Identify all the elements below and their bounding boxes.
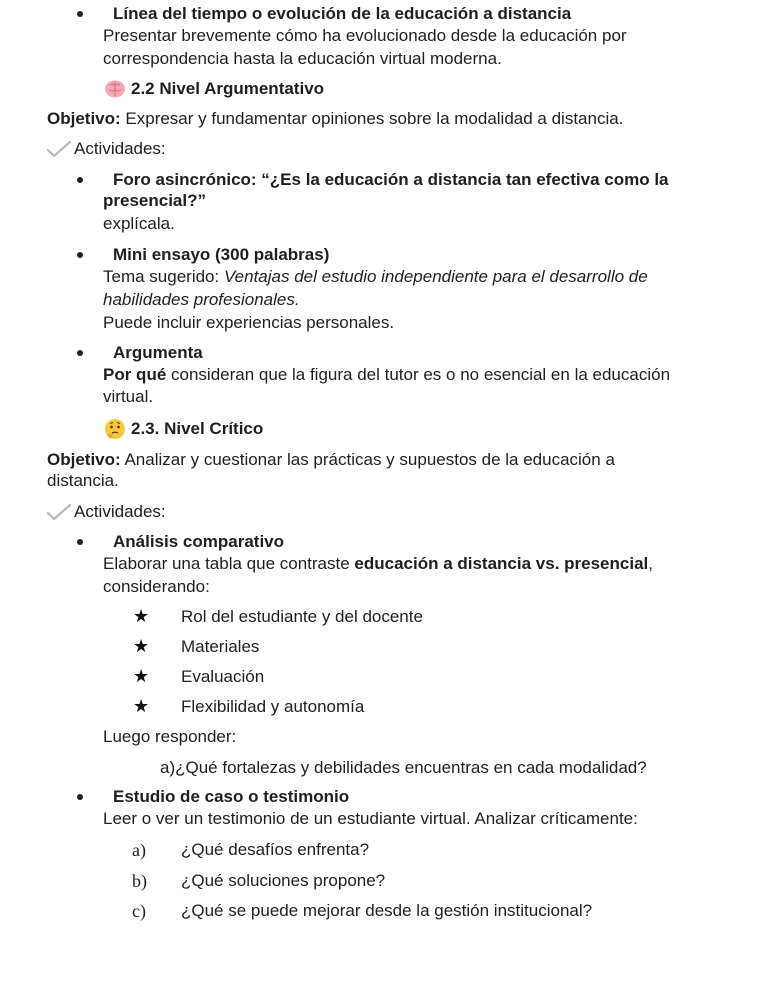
argue-bold: Por qué <box>103 365 167 384</box>
criteria-item: Rol del estudiante y del docente <box>181 607 423 626</box>
timeline-title: Línea del tiempo o evolución de la educación a distancia <box>113 4 572 23</box>
bullet-icon <box>77 177 83 183</box>
bullet-icon <box>77 794 83 800</box>
forum-desc: explícala. <box>103 214 175 233</box>
forum-title-line-2: presencial?” <box>103 191 206 210</box>
essay-title: Mini ensayo (300 palabras) <box>113 245 330 264</box>
argue-text-line-2: virtual. <box>103 387 154 406</box>
case-question: ¿Qué soluciones propone? <box>181 871 386 890</box>
thinking-face-icon <box>104 418 126 440</box>
level3-objective-line-1 <box>47 449 615 471</box>
comparative-question: a)¿Qué fortalezas y debilidades encuentras en cada modalidad? <box>160 758 647 777</box>
case-title: Estudio de caso o testimonio <box>113 787 350 806</box>
comparative-text: Elaborar una tabla que contraste <box>103 554 355 573</box>
criteria-item: Evaluación <box>181 667 265 686</box>
comparative-bold: educación a distancia vs. presencial <box>354 554 649 573</box>
essay-topic-line-1 <box>103 266 648 288</box>
star-icon: ★ <box>133 666 150 686</box>
list-letter: b) <box>132 871 147 891</box>
essay-topic: Ventajas del estudio independiente para el desarrollo de <box>223 267 648 286</box>
criteria-item: Materiales <box>181 637 260 656</box>
level2-heading: 2.2 Nivel Argumentativo <box>131 79 325 98</box>
level3-objective-line-2: distancia. <box>47 471 119 490</box>
brain-icon <box>104 79 126 99</box>
then-respond: Luego responder: <box>103 727 237 746</box>
star-icon: ★ <box>133 606 150 626</box>
checkmark-icon <box>46 140 72 158</box>
level2-objective <box>47 108 623 130</box>
argue-title: Argumenta <box>113 343 203 362</box>
level3-activities-label: Actividades: <box>74 502 166 521</box>
objective-label: Objetivo: <box>47 450 121 469</box>
bullet-icon <box>77 350 83 356</box>
timeline-desc-line-2: correspondencia hasta la educación virtual moderna. <box>103 49 502 68</box>
timeline-desc-line-1: Presentar brevemente cómo ha evolucionado desde la educación por <box>103 26 627 45</box>
forum-title-line-1: Foro asincrónico: “¿Es la educación a distancia tan efectiva como la <box>113 170 669 189</box>
essay-desc: Puede incluir experiencias personales. <box>103 313 395 332</box>
level3-heading: 2.3. Nivel Crítico <box>131 419 264 438</box>
bullet-icon <box>77 539 83 545</box>
objective-label: Objetivo: <box>47 109 121 128</box>
level2-activities-label: Actividades: <box>74 139 166 158</box>
star-icon: ★ <box>133 696 150 716</box>
case-question: ¿Qué desafíos enfrenta? <box>181 840 370 859</box>
case-desc: Leer o ver un testimonio de un estudiante virtual. Analizar críticamente: <box>103 809 638 828</box>
comparative-comma: , <box>648 554 653 573</box>
objective-text: Expresar y fundamentar opiniones sobre la modalidad a distancia. <box>120 109 624 128</box>
comparative-desc-line-2: considerando: <box>103 577 210 596</box>
list-letter: a) <box>132 840 146 860</box>
checkmark-icon <box>46 503 72 521</box>
essay-topic-label: Tema sugerido: <box>103 267 224 286</box>
criteria-item: Flexibilidad y autonomía <box>181 697 365 716</box>
objective-text: Analizar y cuestionar las prácticas y supuestos de la educación a <box>120 450 615 469</box>
essay-topic-line-2: habilidades profesionales. <box>103 290 300 309</box>
bullet-icon <box>77 252 83 258</box>
argue-text: consideran que la figura del tutor es o no esencial en la educación <box>166 365 671 384</box>
argue-text-line-1 <box>103 364 670 386</box>
case-question: ¿Qué se puede mejorar desde la gestión institucional? <box>181 901 593 920</box>
list-letter: c) <box>132 901 146 921</box>
bullet-icon <box>77 11 83 17</box>
comparative-title: Análisis comparativo <box>113 532 285 551</box>
star-icon: ★ <box>133 636 150 656</box>
comparative-desc-line-1 <box>103 553 653 575</box>
